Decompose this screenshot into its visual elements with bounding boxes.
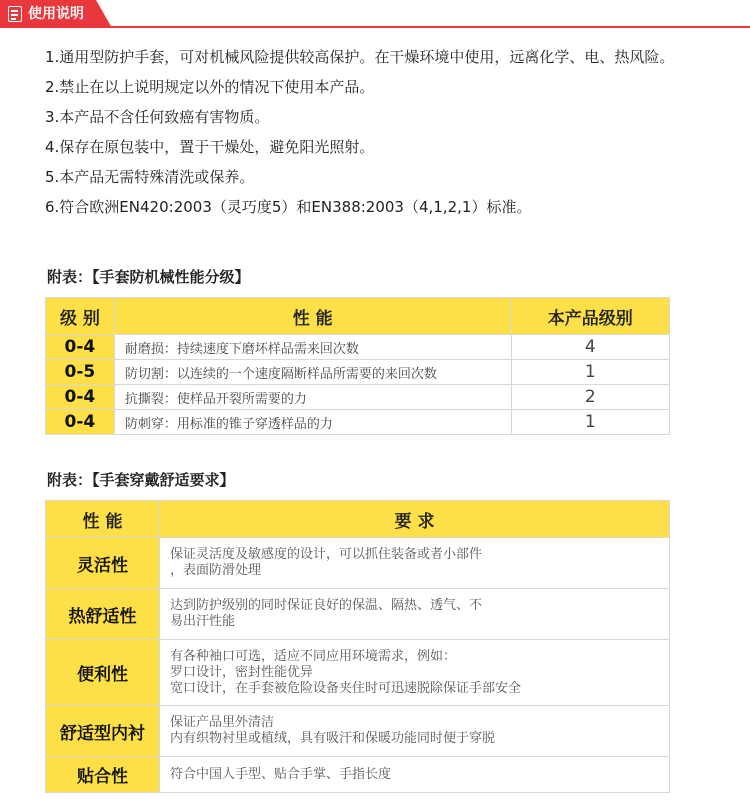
- requirement-cell: [160, 706, 670, 757]
- section-header: [0, 0, 750, 30]
- requirement-line: 保证灵活度及敏感度的设计，可以抓住装备或者小部件: [170, 547, 483, 562]
- level-cell: 1: [511, 410, 670, 435]
- header-level: 本产品级别: [511, 298, 670, 335]
- grade-cell: 0-5: [46, 360, 115, 385]
- table-row: [46, 706, 670, 757]
- header-property: 性 能: [46, 501, 160, 538]
- requirement-line: 保证产品里外清洁: [170, 715, 275, 730]
- performance-cell: 防切割：以连续的一个速度隔断样品所需要的来回次数: [114, 360, 511, 385]
- performance-cell: 耐磨损：持续速度下磨坏样品需来回次数: [114, 335, 511, 360]
- requirement-line: 宽口设计，在手套被危险设备夹住时可迅速脱除保证手部安全: [170, 680, 522, 696]
- instruction-item: 2.禁止在以上说明规定以外的情况下使用本产品。: [45, 78, 375, 96]
- header-title: 使用说明: [28, 6, 84, 22]
- requirement-cell: [160, 757, 670, 793]
- instruction-item: 5.本产品无需特殊清洗或保养。: [45, 168, 255, 186]
- table-row: [46, 640, 670, 706]
- document-icon: [8, 6, 22, 22]
- performance-cell: 防刺穿：用标准的锥子穿透样品的力: [114, 410, 511, 435]
- level-cell: 1: [511, 360, 670, 385]
- requirement-line: ，表面防滑处理: [170, 563, 262, 578]
- mechanical-performance-table: [45, 297, 670, 435]
- grade-cell: 0-4: [46, 410, 115, 435]
- property-cell: 舒适型内衬: [46, 706, 160, 757]
- table2-title: 附表：【手套穿戴舒适要求】: [47, 471, 235, 489]
- header-requirement: 要 求: [160, 501, 670, 538]
- header-grade: 级 别: [46, 298, 115, 335]
- requirement-line: 易出汗性能: [170, 614, 236, 629]
- requirement-cell: [160, 589, 670, 640]
- table-row: [46, 538, 670, 589]
- grade-cell: 0-4: [46, 385, 115, 410]
- table-row: [46, 589, 670, 640]
- requirement-cell: [160, 640, 670, 706]
- property-cell: 灵活性: [46, 538, 160, 589]
- grade-cell: 0-4: [46, 335, 115, 360]
- instruction-item: 3.本产品不含任何致癌有害物质。: [45, 108, 270, 126]
- instructions-list: [45, 44, 715, 224]
- requirement-line: 有各种袖口可选，适应不同应用环境需求，例如：: [170, 648, 457, 664]
- requirement-line: 符合中国人手型、贴合手掌、手指长度: [170, 766, 392, 782]
- instruction-item: 1.通用型防护手套，可对机械风险提供较高保护。在干燥环境中使用，远离化学、电、热风险。: [45, 48, 675, 66]
- instruction-item: 6.符合欧洲EN420:2003（灵巧度5）和EN388:2003（4,1,2,1）标准。: [45, 198, 532, 216]
- table-row: [46, 360, 670, 385]
- table-row: [46, 757, 670, 793]
- header-performance: 性 能: [114, 298, 511, 335]
- table-header-row: [46, 501, 670, 538]
- performance-cell: 抗撕裂：使样品开裂所需要的力: [114, 385, 511, 410]
- table-row: [46, 335, 670, 360]
- level-cell: 2: [511, 385, 670, 410]
- level-cell: 4: [511, 335, 670, 360]
- instruction-item: 4.保存在原包装中，置于干燥处，避免阳光照射。: [45, 138, 375, 156]
- requirement-line: 达到防护级别的同时保证良好的保温、隔热、透气、不: [170, 598, 483, 613]
- property-cell: 热舒适性: [46, 589, 160, 640]
- table1-title: 附表：【手套防机械性能分级】: [47, 268, 250, 286]
- table-row: [46, 385, 670, 410]
- property-cell: 便利性: [46, 640, 160, 706]
- property-cell: 贴合性: [46, 757, 160, 793]
- requirement-line: 内有织物衬里或植绒，具有吸汗和保暖功能同时便于穿脱: [170, 731, 496, 746]
- requirement-line: 罗口设计，密封性能优异: [170, 664, 314, 680]
- requirement-cell: [160, 538, 670, 589]
- table-header-row: [46, 298, 670, 335]
- header-underline: [0, 26, 750, 28]
- comfort-requirements-table: [45, 500, 670, 793]
- table-row: [46, 410, 670, 435]
